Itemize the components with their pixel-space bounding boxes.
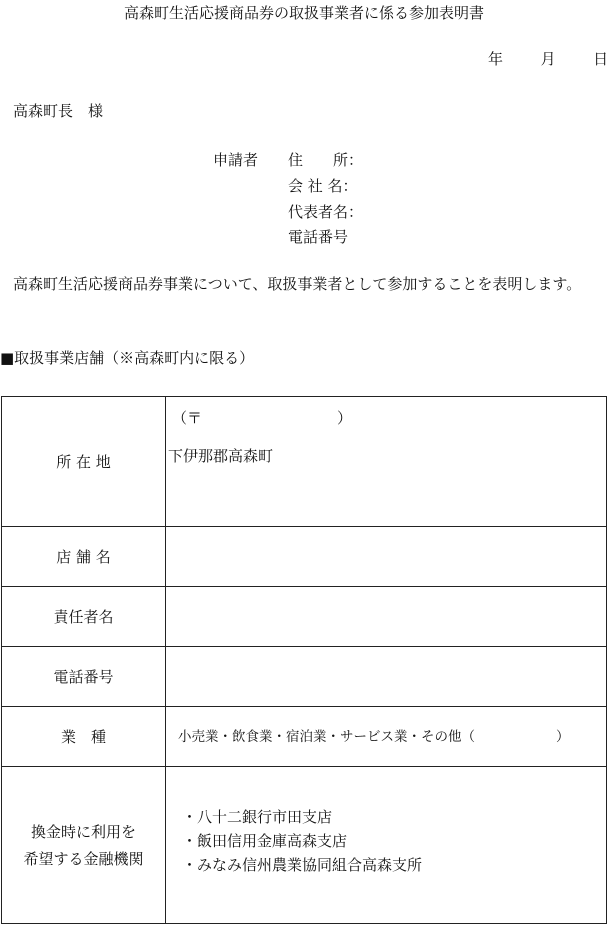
manager-name-cell[interactable]: [166, 587, 607, 647]
applicant-representative-field: 代表者名：: [288, 203, 364, 221]
location-label: 所 在 地: [2, 397, 166, 527]
phone-cell[interactable]: [166, 647, 607, 707]
table-row-store: [2, 527, 607, 587]
industry-cell[interactable]: [166, 707, 607, 767]
date-day: 日: [593, 50, 608, 68]
table-row-location: [2, 397, 607, 527]
bank-cell[interactable]: [166, 767, 607, 924]
applicant-label: 申請者: [213, 151, 259, 169]
store-info-table: [1, 396, 607, 924]
bank-label: [2, 767, 166, 924]
section-title: ■取扱事業店舗（※高森町内に限る）: [0, 349, 255, 367]
location-value: 下伊那郡高森町: [168, 447, 274, 465]
bank-label-line2: 希望する金融機関: [23, 850, 144, 868]
bank-label-line1: 換金時に利用を: [30, 823, 136, 841]
applicant-company-field: 会 社 名：: [288, 177, 358, 195]
industry-label: 業 種: [2, 707, 166, 767]
bank-option[interactable]: ・飯田信用金庫高森支店: [182, 832, 348, 850]
store-name-label: 店 舗 名: [2, 527, 166, 587]
location-cell[interactable]: [166, 397, 607, 527]
postal-code-field: （〒 ）: [172, 409, 353, 427]
addressee: 高森町長 様: [13, 102, 104, 120]
table-row-phone: [2, 647, 607, 707]
applicant-address-field: 住 所：: [288, 151, 364, 169]
table-row-industry: [2, 707, 607, 767]
applicant-phone-field: 電話番号: [288, 228, 349, 246]
phone-label: 電話番号: [2, 647, 166, 707]
document-title: 高森町生活応援商品券の取扱事業者に係る参加表明書: [123, 4, 484, 22]
manager-name-label: 責任者名: [2, 587, 166, 647]
industry-options: 小売業・飲食業・宿泊業・サービス業・その他（ ）: [178, 729, 570, 745]
bank-option[interactable]: ・八十二銀行市田支店: [182, 808, 333, 826]
date-year: 年: [488, 50, 504, 68]
store-name-cell[interactable]: [166, 527, 607, 587]
bank-option[interactable]: ・みなみ信州農業協同組合高森支所: [182, 856, 423, 874]
statement-text: 高森町生活応援商品券事業について、取扱事業者として参加することを表明します。: [13, 275, 582, 293]
date-month: 月: [540, 50, 556, 68]
table-row-manager: [2, 587, 607, 647]
table-row-bank: [2, 767, 607, 924]
bank-options-list: [182, 805, 422, 877]
date-line: [488, 48, 608, 69]
